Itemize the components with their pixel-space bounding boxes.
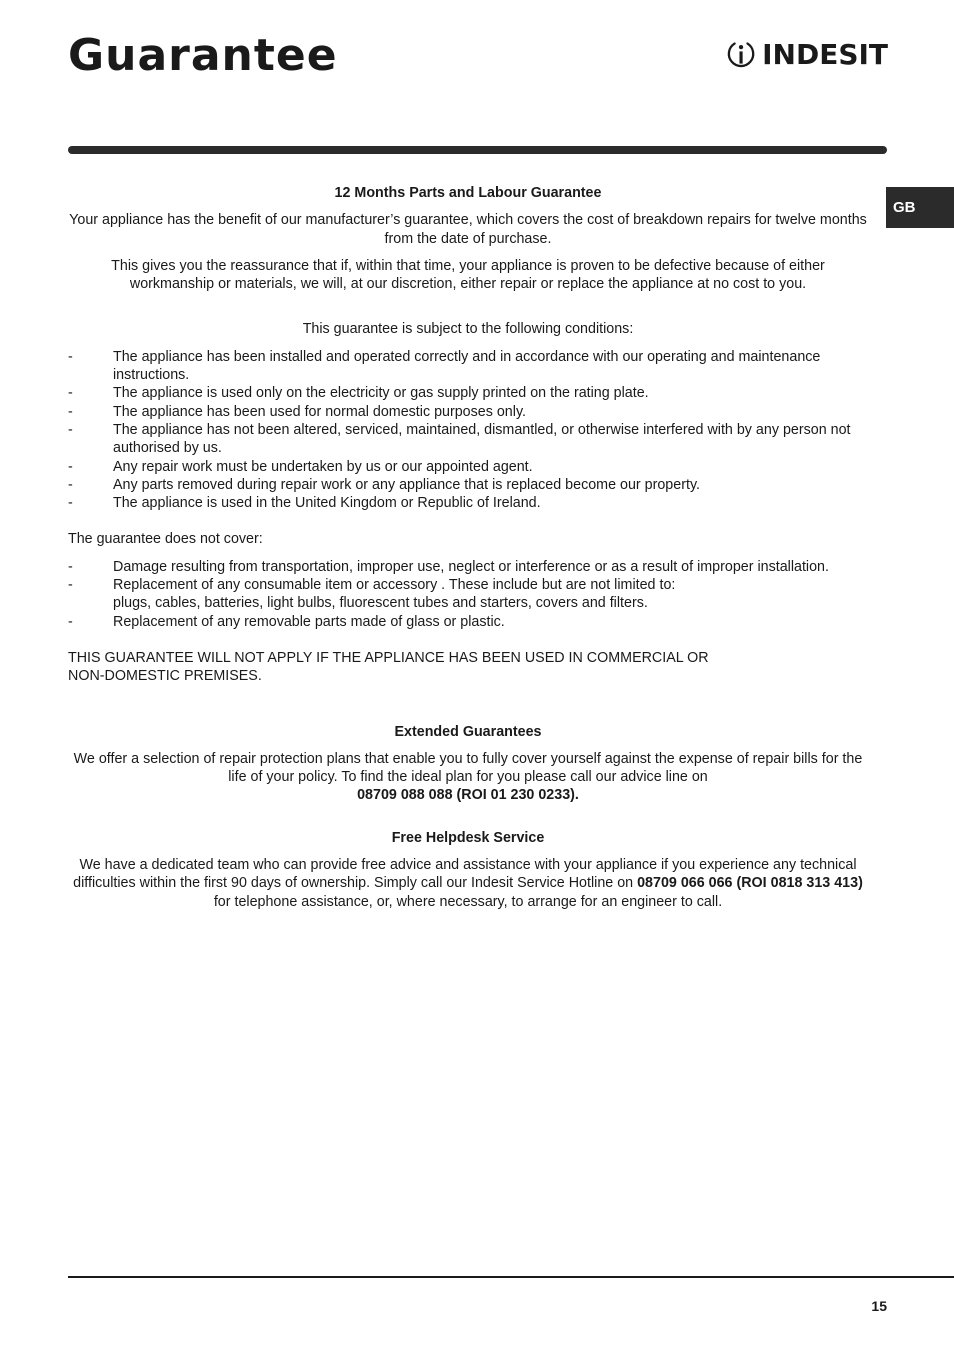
page-number: 15 [871,1298,887,1314]
extended-text: We offer a selection of repair protection plans that enable you to fully cover yourself against the expense of repair bills for the life of your policy. To find the ideal plan for you please call our advice line on 08709 088 088 (ROI 01 230 0233). [73,750,863,804]
language-tab: GB [886,187,954,228]
guarantee-heading: 12 Months Parts and Labour Guarantee [334,185,602,201]
list-item: - The appliance is used only on the electricity or gas supply printed on the rating plate. [68,385,649,402]
list-item: - Replacement of any removable parts made of glass or plastic. [68,613,505,630]
list-item: - The appliance is used in the United Kingdom or Republic of Ireland. [68,495,541,512]
list-item: - The appliance has been used for normal domestic purposes only. [68,403,526,420]
guarantee-para-1: Your appliance has the benefit of our manufacturer’s guarantee, which covers the cost of breakdown repairs for twelve months from the date of purchase. [69,212,867,247]
list-item: - Replacement of any consumable item or accessory . These include but are not limited to: plugs, cables, batteries, light bulbs, fluorescent tubes and starters, covers and filters. [68,577,676,612]
helpdesk-heading: Free Helpdesk Service [391,829,545,846]
list-item: - Damage resulting from transportation, improper use, neglect or interference or as a result of improper installation. [68,558,829,575]
conditions-intro: This guarantee is subject to the following conditions: [302,321,634,338]
not-cover-list [68,558,868,631]
list-item: - Any parts removed during repair work or any appliance that is replaced become our property. [68,476,701,493]
guarantee-para-2: This gives you the reassurance that if, within that time, your appliance is proven to be defective because of either workmanship or materials, we will, at our discretion, either repair or replace the appliance at no cost to you. [111,257,825,293]
footer-rule [68,1276,954,1278]
extended-phone: 08709 088 088 (ROI 01 230 0233). [357,787,579,804]
commercial-warning: THIS GUARANTEE WILL NOT APPLY IF THE APPLIANCE HAS BEEN USED IN COMMERCIAL OR NON-DOMESTIC PREMISES. [68,649,709,685]
list-item: - Any repair work must be undertaken by us or our appointed agent. [68,458,533,475]
header-rule [68,146,887,154]
not-cover-intro: The guarantee does not cover: [68,531,263,548]
helpdesk-text: We have a dedicated team who can provide free advice and assistance with your appliance if you experience any technical difficulties within the first 90 days of ownership. Simply call our Indesit Service Hotline on 08709 066 066 (ROI 0818 313 413) for telephone assistance, or, where necessary, to arrange for an engineer to call. [73,857,863,910]
list-item: - The appliance has not been altered, serviced, maintained, dismantled, or otherwise interfered with by any person not authorised by us. [68,421,851,457]
extended-heading: Extended Guarantees [394,723,542,740]
helpdesk-phone: 08709 066 066 (ROI 0818 313 413) [637,875,863,892]
page-title: Guarantee [68,30,338,81]
brand-logo [726,34,888,76]
list-item: - The appliance has been installed and operated correctly and in accordance with our operating and maintenance instructions. [68,348,821,384]
conditions-list [68,348,868,513]
guarantee-content [68,184,868,920]
indesit-i-icon [726,34,756,76]
brand-wordmark: INDESIT [762,38,888,71]
